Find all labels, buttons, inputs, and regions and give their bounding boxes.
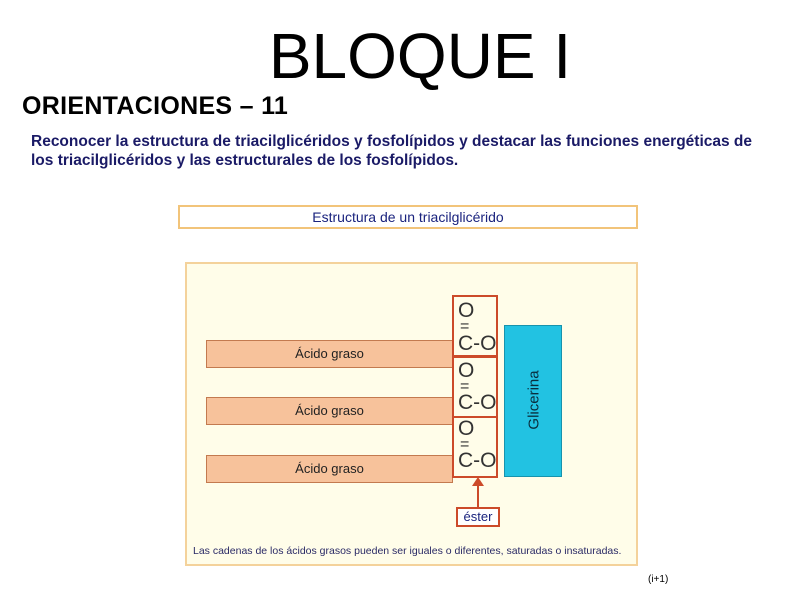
slide-reference: (i+1)	[648, 574, 669, 585]
slide-title: BLOQUE I	[268, 20, 572, 92]
glycerol-label: Glicerina	[525, 370, 543, 430]
ester-arrow-line	[477, 483, 479, 507]
carbonyl-oxygen-1: O	[458, 299, 475, 322]
fatty-acid-2: Ácido graso	[206, 397, 453, 425]
ester-chain-2: C-O	[458, 391, 497, 414]
carbonyl-oxygen-3: O	[458, 417, 475, 440]
diagram-caption: Las cadenas de los ácidos grasos pueden ser iguales o diferentes, saturadas o insaturadas.	[193, 545, 622, 557]
slide-description: Reconocer la estructura de triacilglicéridos y fosfolípidos y destacar las funciones energéticas de los triacilglicéridos y las estructurales de los fosfolípidos.	[31, 133, 752, 169]
carbonyl-oxygen-2: O	[458, 359, 475, 382]
fatty-acid-1: Ácido graso	[206, 340, 453, 368]
slide-subtitle: ORIENTACIONES – 11	[22, 92, 289, 120]
double-bond-2: =	[460, 378, 470, 395]
ester-label: éster	[456, 507, 500, 527]
diagram-header: Estructura de un triacilglicérido	[178, 205, 638, 229]
ester-chain-1: C-O	[458, 332, 497, 355]
double-bond-1: =	[460, 318, 470, 335]
ester-chain-3: C-O	[458, 449, 497, 472]
fatty-acid-3: Ácido graso	[206, 455, 453, 483]
double-bond-3: =	[460, 436, 470, 453]
